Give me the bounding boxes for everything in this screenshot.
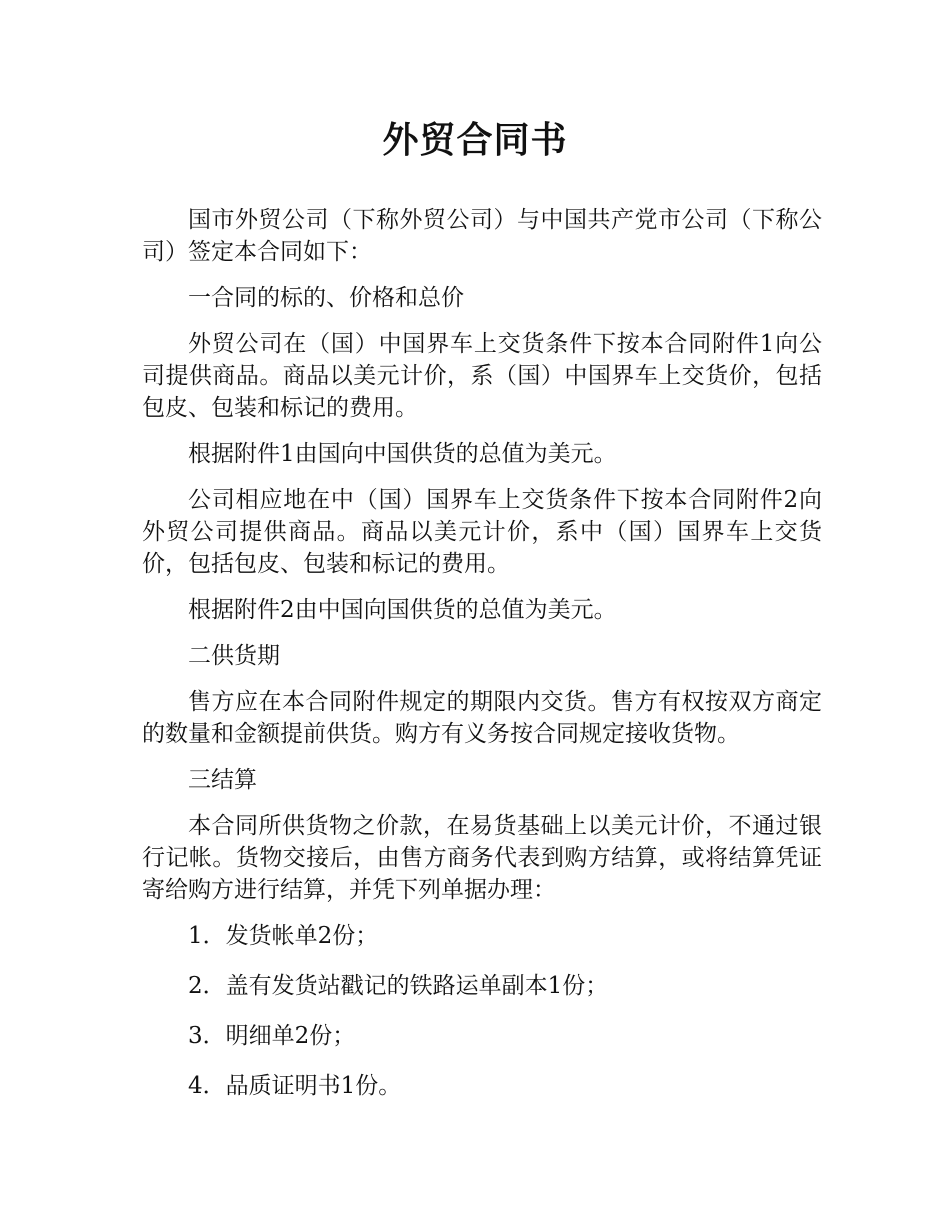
section-heading-1: 一合同的标的、价格和总价 — [188, 285, 464, 311]
document-body — [142, 204, 822, 1120]
paragraph-goods-1: 外贸公司在（国）中国界车上交货条件下按本合同附件1向公司提供商品。商品以美元计价，系（国）中国界车上交货价，包括包皮、包装和标记的费用。 — [142, 331, 822, 421]
list-item: 2．盖有发货站戳记的铁路运单副本1份； — [188, 973, 609, 999]
section-heading-3: 三结算 — [188, 767, 257, 793]
intro-paragraph: 国市外贸公司（下称外贸公司）与中国共产党市公司（下称公司）签定本合同如下： — [142, 207, 822, 265]
paragraph-delivery: 售方应在本合同附件规定的期限内交货。售方有权按双方商定的数量和金额提前供货。购方有义务按合同规定接收货物。 — [142, 689, 822, 747]
list-item: 1．发货帐单2份； — [188, 923, 379, 949]
list-item: 3．明细单2份； — [188, 1023, 356, 1049]
paragraph-settlement: 本合同所供货物之价款，在易货基础上以美元计价，不通过银行记帐。货物交接后，由售方商务代表到购方结算，或将结算凭证寄给购方进行结算，并凭下列单据办理： — [142, 813, 822, 903]
paragraph-total-2: 根据附件2由中国向国供货的总值为美元。 — [188, 597, 617, 623]
paragraph-total-1: 根据附件1由国向中国供货的总值为美元。 — [188, 441, 617, 467]
list-item: 4．品质证明书1份。 — [188, 1073, 402, 1099]
document-title: 外贸合同书 — [382, 120, 568, 161]
paragraph-goods-2: 公司相应地在中（国）国界车上交货条件下按本合同附件2向外贸公司提供商品。商品以美元计价，系中（国）国界车上交货价，包括包皮、包装和标记的费用。 — [142, 487, 822, 577]
section-heading-2: 二供货期 — [188, 643, 280, 669]
